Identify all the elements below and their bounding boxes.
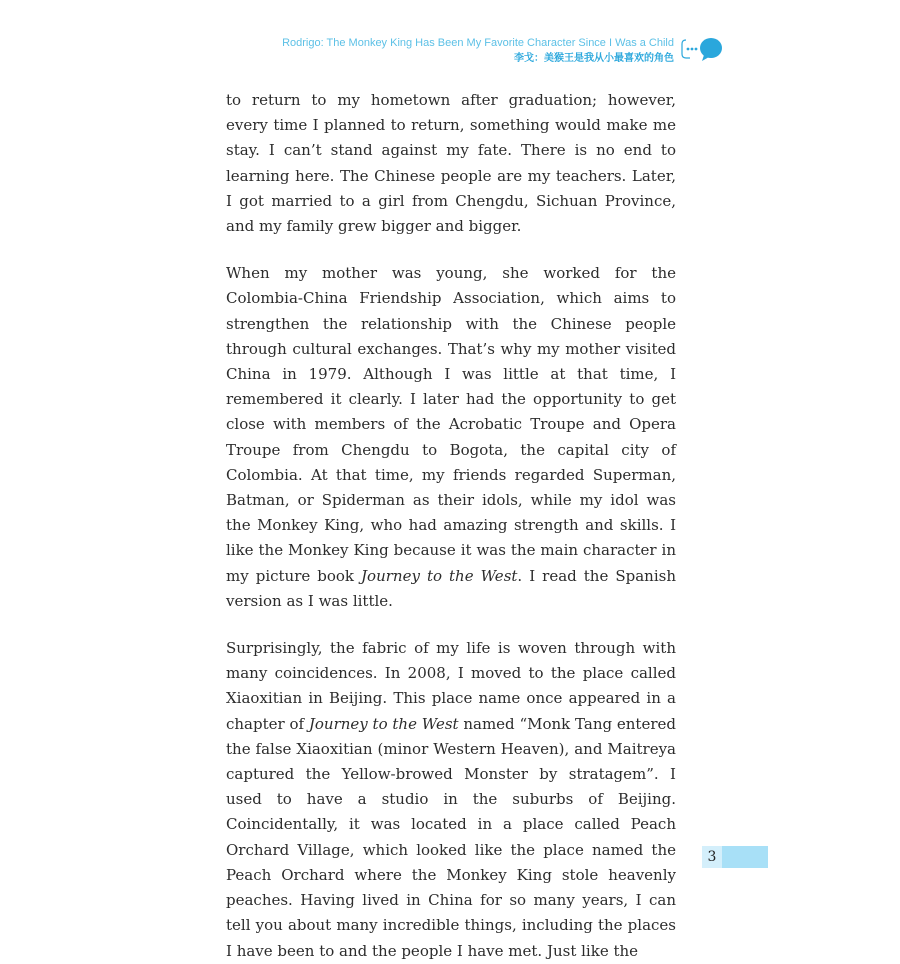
book-title-journey-to-the-west: Journey to the West — [308, 714, 459, 733]
book-title-journey-to-the-west: Journey to the West — [361, 566, 518, 585]
paragraph-3-text-b: named “Monk Tang entered the false Xiaoxitian (minor Western Heaven), and Maitreya captured the Yellow-browed Monster by stratagem”. I used to have a studio in the suburbs of Beijing. Coincidentally, it was located in a place called Peach Orchard Village, which looked like the place named the Peach Orchard where the Monkey King stole heavenly peaches. Having lived in China for so many years, I can tell you about many incredible things, including the places I have been to and the people I have met. Just like the — [226, 714, 676, 960]
paragraph-2-text-b: . I read the Spanish version as I was little. — [226, 566, 676, 610]
paragraph-2 — [226, 261, 676, 614]
header-title-chinese: 李戈：美猴王是我从小最喜欢的角色 — [514, 53, 674, 64]
article-body — [226, 88, 676, 964]
paragraph-3 — [226, 636, 676, 964]
speech-bubble-icon — [680, 36, 724, 62]
paragraph-1 — [226, 88, 676, 239]
running-header — [282, 36, 674, 66]
page-number-tab — [702, 846, 768, 868]
paragraph-3-text-a: Surprisingly, the fabric of my life is woven through with many coincidences. In 2008, I moved to the place called Xiaoxitian in Beijing. This place name once appeared in a chapter of — [226, 639, 676, 733]
header-title-english: Rodrigo: The Monkey King Has Been My Favorite Character Since I Was a Child — [282, 37, 674, 49]
paragraph-2-text-a: When my mother was young, she worked for the Colombia-China Friendship Association, which aims to strengthen the relationship with the Chinese people through cultural exchanges. That’s why my mother visited China in 1979. Although I was little at that time, I remembered it clearly. I later had the opportunity to get close with members of the Acrobatic Troupe and Opera Troupe from Chengdu to Bogota, the capital city of Colombia. At that time, my friends regarded Superman, Batman, or Spiderman as their idols, while my idol was the Monkey King, who had amazing strength and skills. I like the Monkey King because it was the main character in my picture book — [226, 264, 676, 585]
page-number: 3 — [707, 849, 717, 865]
paragraph-1-text: to return to my hometown after graduation; however, every time I planned to return, something would make me stay. I can’t stand against my fate. There is no end to learning here. The Chinese people are my teachers. Later, I got married to a girl from Chengdu, Sichuan Province, and my family grew bigger and bigger. — [226, 91, 676, 236]
